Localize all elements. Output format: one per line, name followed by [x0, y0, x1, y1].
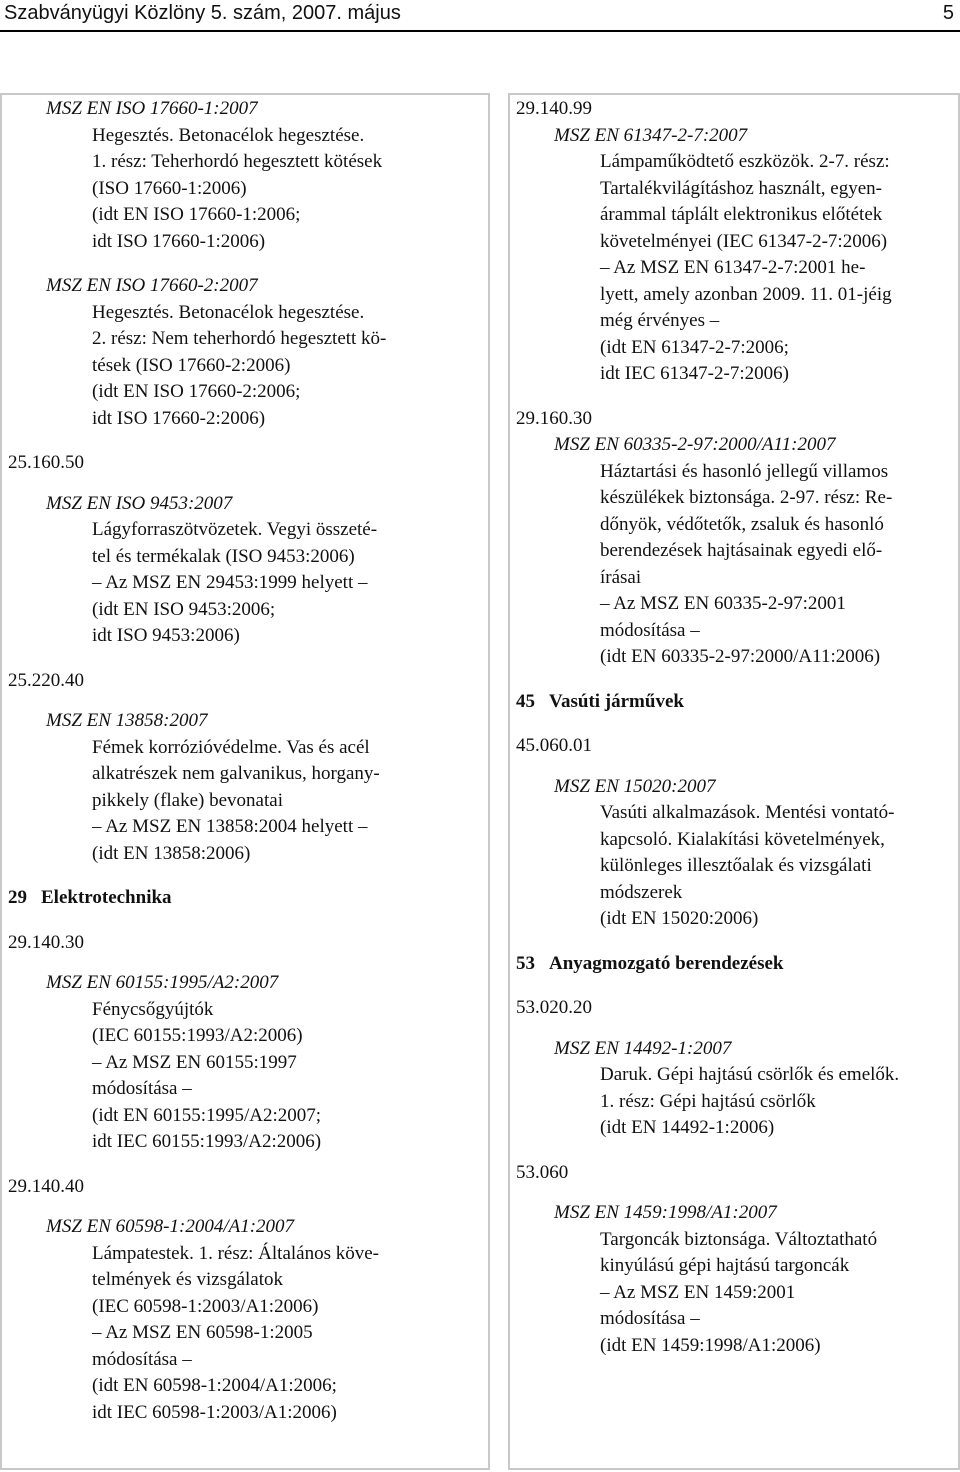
page-header — [0, 0, 960, 30]
desc-line: (idt EN 61347-2-7:2006; — [600, 336, 789, 358]
standard-entry — [516, 432, 954, 671]
standard-id: MSZ EN 14492-1:2007 — [554, 1037, 732, 1059]
desc-line: lyett, amely azonban 2009. 11. 01-jéig — [600, 283, 892, 305]
desc-line: idt ISO 9453:2006) — [92, 625, 240, 646]
standard-description — [8, 123, 448, 256]
desc-line: – Az MSZ EN 13858:2004 helyett – — [92, 816, 368, 837]
desc-line: módosítása – — [92, 1078, 192, 1099]
desc-line: módosítása – — [600, 1308, 700, 1329]
section-heading — [8, 885, 448, 912]
standard-description — [8, 517, 448, 650]
standard-entry — [516, 1036, 954, 1142]
desc-line: (idt EN ISO 17660-2:2006; — [92, 381, 301, 402]
desc-line: módszerek — [600, 881, 683, 903]
desc-line: Targoncák biztonsága. Változtatható — [600, 1228, 878, 1250]
standard-id: MSZ EN 15020:2007 — [554, 775, 716, 797]
standard-entry — [8, 273, 448, 432]
desc-line: idt ISO 17660-2:2006) — [92, 407, 266, 429]
desc-line: (idt EN 60155:1995/A2:2007; — [92, 1104, 322, 1126]
desc-line: (idt EN 60598-1:2004/A1:2006; — [92, 1375, 337, 1396]
standard-id: MSZ EN 1459:1998/A1:2007 — [554, 1202, 777, 1223]
classification-code: 25.160.50 — [8, 452, 84, 473]
desc-line: berendezések hajtásainak egyedi elő- — [600, 540, 883, 561]
desc-line: dőnyök, védőtetők, zsaluk és hasonló — [600, 513, 884, 535]
classification-code: 45.060.01 — [516, 735, 592, 756]
desc-line: pikkely (flake) bevonatai — [92, 789, 283, 811]
header-rule — [0, 30, 960, 32]
desc-line: idt IEC 60155:1993/A2:2006) — [92, 1131, 322, 1152]
desc-line: (IEC 60155:1993/A2:2006) — [92, 1025, 303, 1046]
classification-code: 53.060 — [516, 1161, 569, 1183]
standard-id: MSZ EN 60598-1:2004/A1:2007 — [46, 1216, 295, 1237]
desc-line: módosítása – — [600, 619, 700, 641]
desc-line: követelményei (IEC 61347-2-7:2006) — [600, 230, 888, 252]
standard-id: MSZ EN ISO 17660-1:2007 — [46, 98, 258, 119]
desc-line: kinyúlású gépi hajtású targoncák — [600, 1255, 850, 1276]
classification-code: 29.140.30 — [8, 931, 84, 953]
desc-line: Lágyforraszötvözetek. Vegyi összeté- — [92, 519, 378, 540]
desc-line: (idt EN 13858:2006) — [92, 842, 251, 864]
desc-line: idt ISO 17660-1:2006) — [92, 230, 266, 252]
desc-line: Hegesztés. Betonacélok hegesztése. — [92, 301, 365, 323]
standard-description — [8, 735, 448, 868]
desc-line: telmények és vizsgálatok — [92, 1269, 283, 1290]
desc-line: különleges illesztőalak és vizsgálati — [600, 855, 872, 876]
standard-id: MSZ EN 60155:1995/A2:2007 — [46, 972, 279, 993]
desc-line: kapcsoló. Kialakítási követelmények, — [600, 828, 885, 850]
standard-entry — [516, 123, 954, 388]
left-column — [8, 96, 448, 1426]
standard-id: MSZ EN 61347-2-7:2007 — [554, 124, 748, 146]
desc-line: (idt EN 1459:1998/A1:2006) — [600, 1334, 821, 1356]
desc-line: módosítása – — [92, 1348, 192, 1370]
desc-line: még érvényes – — [600, 310, 720, 331]
standard-entry — [8, 708, 448, 867]
page-number: 5 — [942, 2, 954, 24]
section-title: Elektrotechnika — [41, 887, 172, 908]
desc-line: – Az MSZ EN 29453:1999 helyett – — [92, 572, 368, 593]
desc-line: készülékek biztonsága. 2-97. rész: Re- — [600, 487, 893, 508]
desc-line: idt IEC 61347-2-7:2006) — [600, 363, 789, 384]
desc-line: Daruk. Gépi hajtású csörlők és emelők. — [600, 1064, 900, 1085]
standard-entry — [516, 1200, 954, 1359]
desc-line: árammal táplált elektronikus előtétek — [600, 204, 883, 225]
standard-description — [8, 997, 448, 1156]
desc-line: – Az MSZ EN 1459:2001 — [600, 1281, 796, 1303]
journal-title: Szabványügyi Közlöny 5. szám, 2007. május — [4, 2, 401, 24]
standard-id: MSZ EN 60335-2-97:2000/A11:2007 — [554, 434, 836, 455]
desc-line: (idt EN 14492-1:2006) — [600, 1117, 775, 1138]
standard-description — [516, 459, 954, 671]
classification-code: 53.020.20 — [516, 997, 592, 1018]
desc-line: (ISO 17660-1:2006) — [92, 177, 247, 199]
standard-id: MSZ EN 13858:2007 — [46, 710, 208, 731]
desc-line: írásai — [600, 566, 642, 588]
standard-description — [516, 800, 954, 933]
desc-line: (IEC 60598-1:2003/A1:2006) — [92, 1295, 319, 1317]
standard-description — [516, 149, 954, 388]
desc-line: (idt EN ISO 17660-1:2006; — [92, 204, 301, 225]
desc-line: idt IEC 60598-1:2003/A1:2006) — [92, 1401, 337, 1423]
desc-line: tel és termékalak (ISO 9453:2006) — [92, 545, 355, 567]
desc-line: (idt EN ISO 9453:2006; — [92, 598, 276, 620]
section-heading — [516, 951, 954, 978]
standard-id: MSZ EN ISO 9453:2007 — [46, 492, 233, 514]
desc-line: Hegesztés. Betonacélok hegesztése. — [92, 124, 365, 146]
classification-code: 29.140.99 — [516, 98, 592, 119]
standard-description — [8, 300, 448, 433]
classification-code: 25.220.40 — [8, 669, 84, 691]
standard-description — [516, 1227, 954, 1360]
standard-entry — [8, 96, 448, 255]
desc-line: alkatrészek nem galvanikus, horgany- — [92, 763, 380, 784]
classification-code: 29.140.40 — [8, 1175, 84, 1197]
section-number: 29 — [8, 887, 27, 908]
desc-line: Fénycsőgyújtók — [92, 998, 214, 1020]
standard-description — [8, 1241, 448, 1427]
section-title: Vasúti járművek — [549, 690, 684, 712]
desc-line: Fémek korrózióvédelme. Vas és acél — [92, 736, 370, 758]
standard-entry — [8, 1214, 448, 1426]
desc-line: Lámpaműködtető eszközök. 2-7. rész: — [600, 151, 890, 172]
standard-id: MSZ EN ISO 17660-2:2007 — [46, 275, 258, 296]
standard-entry — [516, 774, 954, 933]
standard-entry — [8, 970, 448, 1156]
classification-code: 29.160.30 — [516, 407, 592, 429]
section-number: 53 — [516, 952, 535, 974]
desc-line: Tartalékvilágításhoz használt, egyen- — [600, 177, 882, 199]
desc-line: – Az MSZ EN 60598-1:2005 — [92, 1322, 313, 1343]
desc-line: – Az MSZ EN 60335-2-97:2001 — [600, 593, 846, 614]
desc-line: 1. rész: Teherhordó hegesztett kötések — [92, 151, 383, 172]
section-number: 45 — [516, 690, 535, 712]
desc-line: Vasúti alkalmazások. Mentési vontató- — [600, 802, 895, 823]
desc-line: tések (ISO 17660-2:2006) — [92, 354, 291, 376]
desc-line: – Az MSZ EN 61347-2-7:2001 he- — [600, 257, 866, 278]
right-column — [516, 96, 954, 1359]
desc-line: Háztartási és hasonló jellegű villamos — [600, 460, 889, 482]
section-title: Anyagmozgató berendezések — [549, 952, 784, 974]
desc-line: (idt EN 60335-2-97:2000/A11:2006) — [600, 646, 881, 667]
desc-line: 2. rész: Nem teherhordó hegesztett kö- — [92, 328, 387, 349]
desc-line: (idt EN 15020:2006) — [600, 908, 759, 929]
standard-description — [516, 1062, 954, 1142]
standard-entry — [8, 491, 448, 650]
section-heading — [516, 689, 954, 716]
desc-line: Lámpatestek. 1. rész: Általános köve- — [92, 1242, 380, 1264]
desc-line: – Az MSZ EN 60155:1997 — [92, 1051, 297, 1073]
desc-line: 1. rész: Gépi hajtású csörlők — [600, 1090, 816, 1112]
